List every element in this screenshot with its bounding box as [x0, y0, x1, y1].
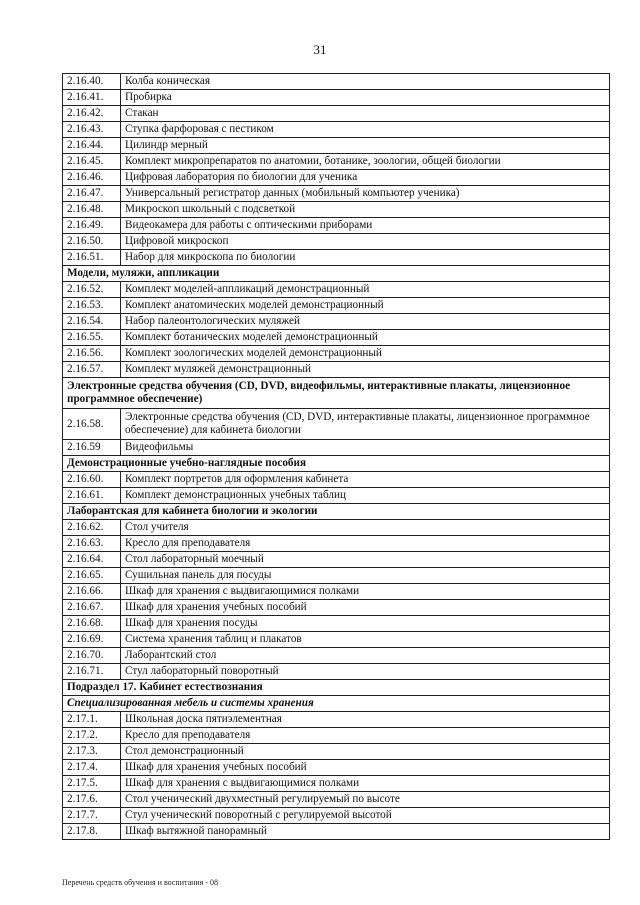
table-row: [63, 600, 610, 616]
item-number: 2.16.56.: [63, 346, 121, 362]
item-name: Стол ученический двухместный регулируемый по высоте: [121, 792, 610, 808]
item-name: Шкаф для хранения с выдвигающимися полками: [121, 584, 610, 600]
table-row: [63, 298, 610, 314]
item-name: Пробирка: [121, 90, 610, 106]
item-name: Комплект ботанических моделей демонстрационный: [121, 330, 610, 346]
table-row: [63, 90, 610, 106]
item-number: 2.16.43.: [63, 122, 121, 138]
item-name: Микроскоп школьный с подсветкой: [121, 202, 610, 218]
table-row: [63, 202, 610, 218]
table-row: [63, 776, 610, 792]
item-number: 2.16.51.: [63, 250, 121, 266]
item-number: 2.16.50.: [63, 234, 121, 250]
table-row: [63, 632, 610, 648]
section-heading: Специализированная мебель и системы хранения: [63, 696, 610, 712]
page-footer: Перечень средств обучения и воспитания - 08: [62, 878, 219, 887]
table-row: [63, 552, 610, 568]
item-number: 2.16.49.: [63, 218, 121, 234]
table-row: [63, 330, 610, 346]
table-row: [63, 648, 610, 664]
equipment-table: [62, 73, 610, 840]
item-number: 2.17.5.: [63, 776, 121, 792]
item-name: Комплект портретов для оформления кабинета: [121, 472, 610, 488]
section-heading-row: [63, 378, 610, 409]
page-number: 31: [313, 42, 327, 57]
item-number: 2.16.60.: [63, 472, 121, 488]
item-name: Кресло для преподавателя: [121, 728, 610, 744]
item-number: 2.16.65.: [63, 568, 121, 584]
item-name: Электронные средства обучения (CD, DVD, интерактивные плакаты, лицензионное программное обеспечение) для кабинета биологии: [121, 409, 610, 440]
table-row: [63, 282, 610, 298]
section-heading-row: [63, 696, 610, 712]
table-row: [63, 138, 610, 154]
item-name: Стакан: [121, 106, 610, 122]
item-number: 2.16.70.: [63, 648, 121, 664]
item-name: Лаборантский стол: [121, 648, 610, 664]
item-name: Шкаф для хранения учебных пособий: [121, 760, 610, 776]
section-heading: Электронные средства обучения (CD, DVD, видеофильмы, интерактивные плакаты, лицензионное программное обеспечение): [63, 378, 610, 409]
table-row: [63, 616, 610, 632]
item-name: Стул лабораторный поворотный: [121, 664, 610, 680]
item-name: Набор для микроскопа по биологии: [121, 250, 610, 266]
section-heading: Лаборантская для кабинета биологии и экологии: [63, 504, 610, 520]
table-row: [63, 568, 610, 584]
table-row: [63, 250, 610, 266]
item-name: Цилиндр мерный: [121, 138, 610, 154]
table-row: [63, 536, 610, 552]
table-row: [63, 409, 610, 440]
item-number: 2.17.4.: [63, 760, 121, 776]
item-name: Стол учителя: [121, 520, 610, 536]
item-number: 2.16.55.: [63, 330, 121, 346]
item-number: 2.16.69.: [63, 632, 121, 648]
item-name: Комплект моделей-аппликаций демонстрационный: [121, 282, 610, 298]
item-number: 2.17.6.: [63, 792, 121, 808]
table-row: [63, 728, 610, 744]
item-name: Цифровой микроскоп: [121, 234, 610, 250]
table-row: [63, 664, 610, 680]
item-number: 2.16.71.: [63, 664, 121, 680]
item-name: Шкаф вытяжной панорамный: [121, 824, 610, 840]
item-name: Шкаф для хранения учебных пособий: [121, 600, 610, 616]
table-row: [63, 712, 610, 728]
item-name: Комплект микропрепаратов по анатомии, ботанике, зоологии, общей биологии: [121, 154, 610, 170]
table-row: [63, 362, 610, 378]
section-heading-row: [63, 504, 610, 520]
item-number: 2.16.57.: [63, 362, 121, 378]
item-number: 2.16.64.: [63, 552, 121, 568]
table-row: [63, 808, 610, 824]
item-name: Система хранения таблиц и плакатов: [121, 632, 610, 648]
item-number: 2.16.67.: [63, 600, 121, 616]
section-heading-row: [63, 680, 610, 696]
table-row: [63, 520, 610, 536]
item-number: 2.16.41.: [63, 90, 121, 106]
section-heading: Подраздел 17. Кабинет естествознания: [63, 680, 610, 696]
section-heading-row: [63, 456, 610, 472]
table-row: [63, 122, 610, 138]
table-row: [63, 824, 610, 840]
equipment-table-body: [63, 74, 610, 840]
item-name: Видеофильмы: [121, 440, 610, 456]
table-row: [63, 234, 610, 250]
item-number: 2.16.68.: [63, 616, 121, 632]
item-name: Стул ученический поворотный с регулируемой высотой: [121, 808, 610, 824]
item-name: Комплект демонстрационных учебных таблиц: [121, 488, 610, 504]
item-number: 2.17.7.: [63, 808, 121, 824]
table-row: [63, 440, 610, 456]
item-number: 2.16.40.: [63, 74, 121, 90]
table-row: [63, 170, 610, 186]
item-name: Ступка фарфоровая с пестиком: [121, 122, 610, 138]
item-name: Шкаф для хранения посуды: [121, 616, 610, 632]
item-number: 2.16.47.: [63, 186, 121, 202]
item-name: Комплект анатомических моделей демонстрационный: [121, 298, 610, 314]
item-name: Набор палеонтологических муляжей: [121, 314, 610, 330]
item-number: 2.16.59: [63, 440, 121, 456]
item-name: Стол демонстрационный: [121, 744, 610, 760]
table-row: [63, 74, 610, 90]
section-heading: Модели, муляжи, аппликации: [63, 266, 610, 282]
section-heading: Демонстрационные учебно-наглядные пособия: [63, 456, 610, 472]
section-heading-row: [63, 266, 610, 282]
table-row: [63, 792, 610, 808]
table-row: [63, 186, 610, 202]
item-name: Комплект зоологических моделей демонстрационный: [121, 346, 610, 362]
table-row: [63, 744, 610, 760]
item-name: Видеокамера для работы с оптическими приборами: [121, 218, 610, 234]
item-number: 2.16.52.: [63, 282, 121, 298]
item-number: 2.16.66.: [63, 584, 121, 600]
item-number: 2.16.58.: [63, 409, 121, 440]
table-row: [63, 584, 610, 600]
item-number: 2.16.48.: [63, 202, 121, 218]
item-name: Колба коническая: [121, 74, 610, 90]
item-number: 2.16.54.: [63, 314, 121, 330]
item-number: 2.16.63.: [63, 536, 121, 552]
item-name: Шкаф для хранения с выдвигающимися полками: [121, 776, 610, 792]
item-number: 2.17.2.: [63, 728, 121, 744]
table-row: [63, 346, 610, 362]
table-row: [63, 154, 610, 170]
item-number: 2.16.62.: [63, 520, 121, 536]
table-row: [63, 218, 610, 234]
item-number: 2.16.44.: [63, 138, 121, 154]
item-number: 2.17.3.: [63, 744, 121, 760]
item-name: Школьная доска пятиэлементная: [121, 712, 610, 728]
item-name: Кресло для преподавателя: [121, 536, 610, 552]
item-number: 2.17.8.: [63, 824, 121, 840]
item-number: 2.16.53.: [63, 298, 121, 314]
item-number: 2.16.61.: [63, 488, 121, 504]
item-number: 2.16.42.: [63, 106, 121, 122]
item-number: 2.16.45.: [63, 154, 121, 170]
item-name: Цифровая лаборатория по биологии для ученика: [121, 170, 610, 186]
table-row: [63, 106, 610, 122]
item-name: Комплект муляжей демонстрационный: [121, 362, 610, 378]
item-name: Стол лабораторный моечный: [121, 552, 610, 568]
table-row: [63, 488, 610, 504]
item-number: 2.16.46.: [63, 170, 121, 186]
table-row: [63, 760, 610, 776]
table-row: [63, 472, 610, 488]
table-row: [63, 314, 610, 330]
item-name: Универсальный регистратор данных (мобильный компьютер ученика): [121, 186, 610, 202]
item-number: 2.17.1.: [63, 712, 121, 728]
item-name: Сушильная панель для посуды: [121, 568, 610, 584]
